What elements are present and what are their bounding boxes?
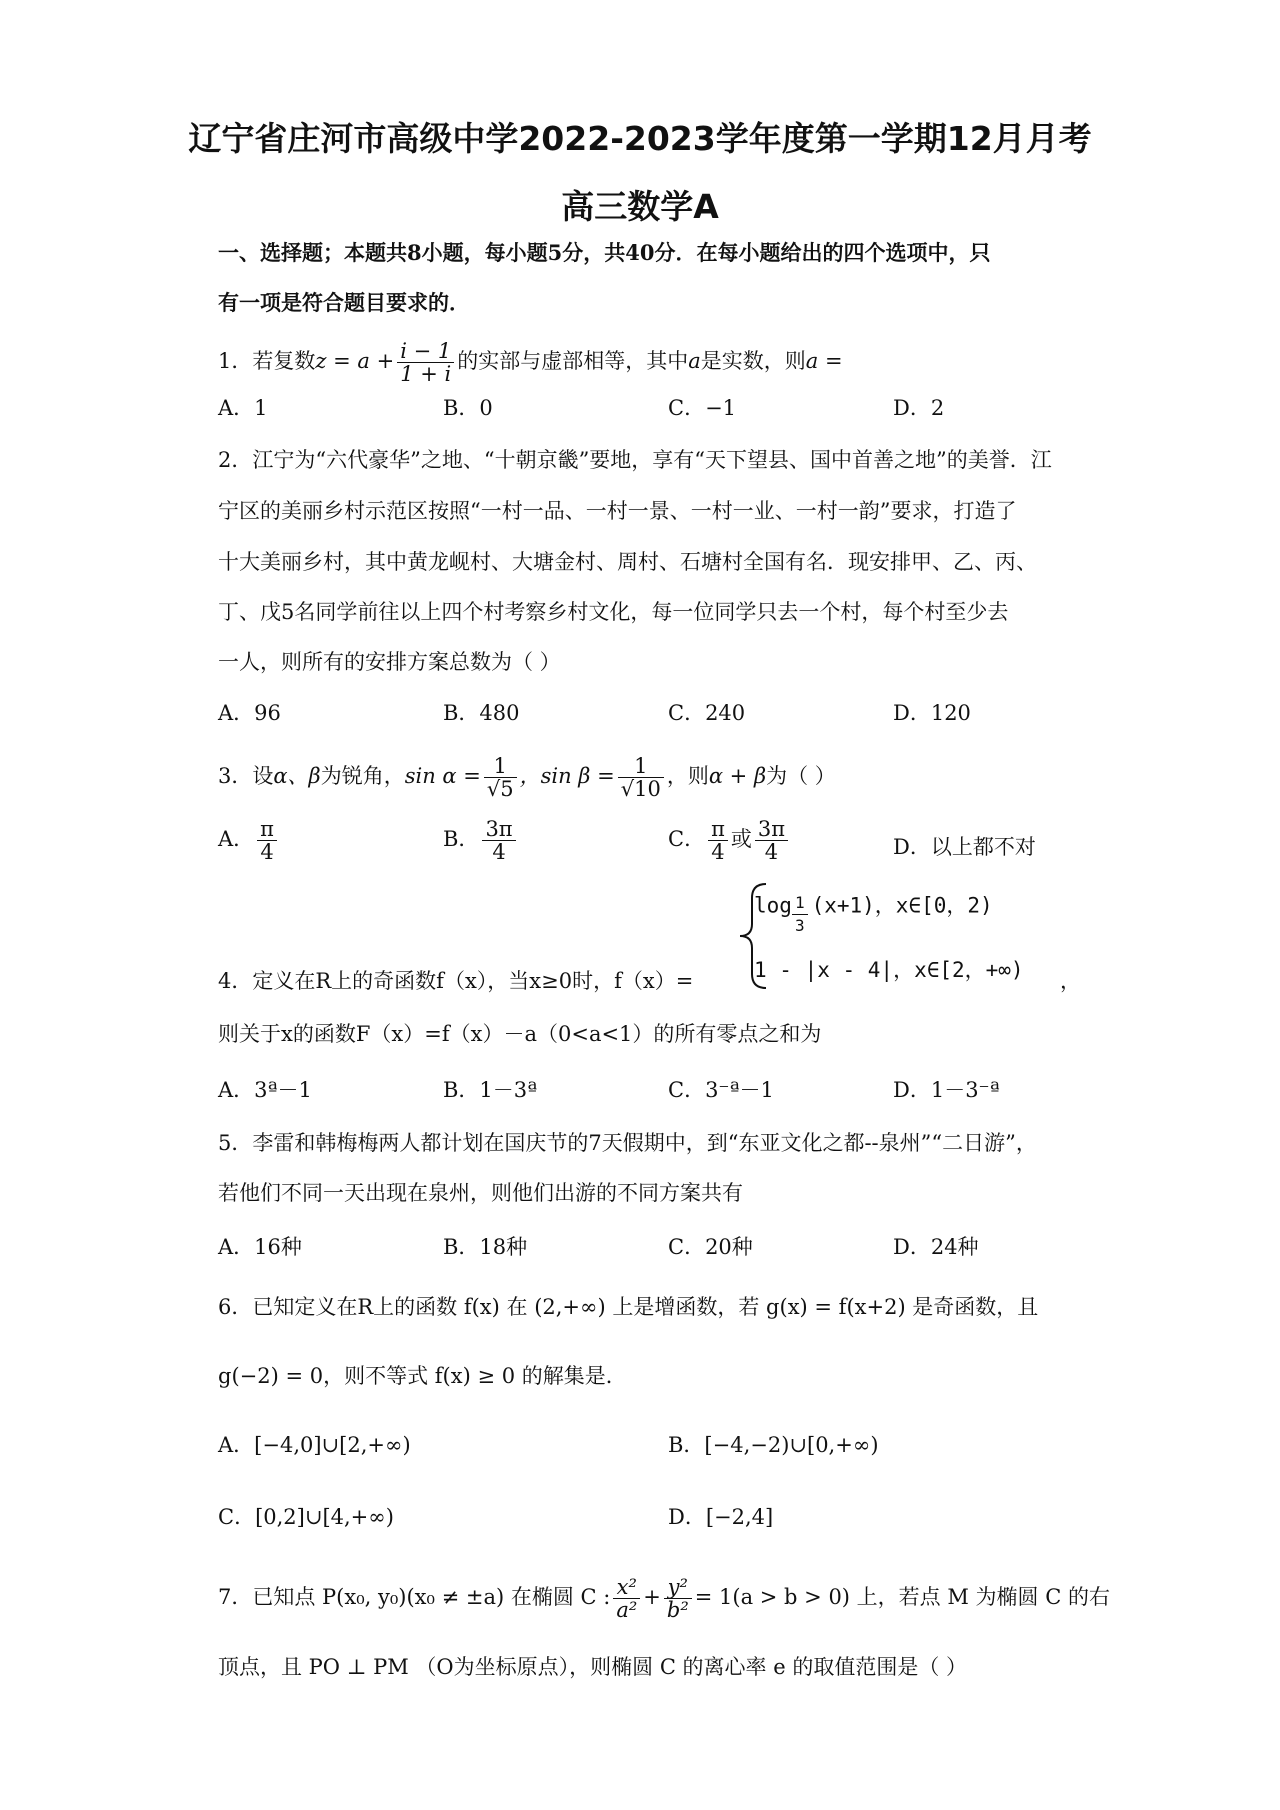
q3-option-c-frac1: [708, 818, 728, 863]
q3-option-c-frac2: [755, 818, 788, 863]
q4-log-base-den: 3: [794, 916, 805, 935]
q3-sum: α + β: [708, 764, 767, 788]
q3-b-num: 3π: [482, 818, 515, 841]
q2-line-2: 宁区的美丽乡村示范区按照“一村一品、一村一景、一村一业、一村一韵”要求，打造了: [218, 499, 1017, 523]
q3-end: 为（ ）: [766, 764, 836, 788]
q2-option-b: B．480: [443, 701, 520, 725]
q3-frac-1: [484, 755, 517, 800]
q4-case1-log: log: [754, 893, 792, 918]
q3-angles: α、β: [273, 764, 321, 788]
q3-option-c-or: 或: [730, 827, 752, 851]
q7-post: = 1(a > b > 0) 上，若点 M 为椭圆 C 的右: [694, 1585, 1110, 1609]
q2-line-4: 丁、戊5名同学前往以上四个村考察乡村文化，每一位同学只去一个村，每个村至少去: [218, 600, 1009, 624]
q3-a-den: 4: [260, 840, 274, 864]
q6-option-d: D．[−2,4]: [668, 1505, 774, 1529]
q3-c2-den: 4: [764, 840, 779, 864]
q1-fraction: [397, 340, 454, 385]
q3-a-num: π: [257, 818, 277, 841]
q6-line-1: 6．已知定义在R上的函数 f(x) 在 (2,+∞) 上是增函数，若 g(x) = f(x+2) 是奇函数，且: [218, 1295, 1039, 1319]
q2-line-3: 十大美丽乡村，其中黄龙岘村、大塘金村、周村、石塘村全国有名．现安排甲、乙、丙、: [218, 550, 1037, 574]
q3-frac1-num: 1: [484, 755, 517, 778]
q4-line-2: 则关于x的函数F（x）=f（x）－a（0<a<1）的所有零点之和为: [218, 1022, 822, 1046]
q6-option-c: C．[0,2]∪[4,+∞): [218, 1505, 394, 1529]
q1-denominator: 1 + i: [400, 362, 452, 386]
question-7: [218, 1575, 1110, 1622]
q4-option-c: C．3⁻ª－1: [668, 1078, 774, 1102]
q4-comma: ，: [1060, 969, 1081, 993]
q7-frac-y-num: y²: [664, 1576, 692, 1599]
q1-option-b: B．0: [443, 396, 493, 420]
q3-option-a: [218, 818, 280, 863]
q2-line-5: 一人，则所有的安排方案总数为（ ）: [218, 650, 561, 674]
q7-frac-x-den: a²: [616, 1598, 638, 1622]
exam-title: 辽宁省庄河市高级中学2022-2023学年度第一学期12月月考: [188, 119, 1092, 158]
q2-option-d: D．120: [893, 701, 971, 725]
q3-c2-num: 3π: [755, 818, 788, 841]
q3-option-a-frac: [257, 818, 277, 863]
q3-b-den: 4: [492, 840, 506, 864]
q6-option-b: B．[−4,−2)∪[0,+∞): [668, 1433, 879, 1457]
section-heading-line1: 一、选择题；本题共8小题，每小题5分，共40分．在每小题给出的四个选项中，只: [218, 240, 991, 265]
q2-option-a: A．96: [218, 701, 281, 725]
q4-case-2: 1 - |x - 4|，x∈[2，+∞): [754, 958, 1024, 982]
q3-c1-num: π: [708, 818, 728, 841]
q6-line-2: g(−2) = 0，则不等式 f(x) ≥ 0 的解集是．: [218, 1364, 627, 1388]
q3-frac-2: [618, 755, 664, 800]
q3-frac2-num: 1: [618, 755, 664, 778]
q6-option-a: A．[−4,0]∪[2,+∞): [218, 1433, 411, 1457]
q3-option-b-frac: [482, 818, 515, 863]
q4-case1-rest: (x+1)，x∈[0，2): [811, 893, 993, 918]
q7-frac-x: [613, 1576, 640, 1621]
q5-option-b: B．18种: [443, 1235, 528, 1259]
q3-frac2-den: √10: [620, 777, 661, 801]
q5-line-1: 5．李雷和韩梅梅两人都计划在国庆节的7天假期中，到“东亚文化之都--泉州”“二日游”，: [218, 1131, 1037, 1155]
q3-pre: 3．设: [218, 764, 274, 788]
q3-option-c: [668, 818, 791, 863]
q4-option-b: B．1－3ª: [443, 1078, 538, 1102]
q4-line-1: 4．定义在R上的奇函数f（x），当x≥0时，f（x）=: [218, 969, 694, 993]
q1-numerator: i − 1: [397, 340, 454, 363]
q4-option-d: D．1－3⁻ª: [893, 1078, 1000, 1102]
question-3: [218, 755, 1078, 800]
q7-frac-y-den: b²: [666, 1598, 689, 1622]
q3-post: ，则: [666, 764, 709, 788]
q3-c1-den: 4: [711, 840, 725, 864]
q3-frac1-den: √5: [486, 777, 514, 801]
q3-sinb: ，sin β =: [519, 764, 615, 788]
q3-option-c-label: C．: [668, 827, 706, 851]
q5-option-a: A．16种: [218, 1235, 302, 1259]
q3-sina: sin α =: [404, 764, 481, 788]
q3-mid: 为锐角，: [320, 764, 405, 788]
q3-option-b-label: B．: [443, 827, 480, 851]
q4-case-1: [754, 884, 993, 935]
section-heading-line2: 有一项是符合题目要求的．: [218, 290, 470, 315]
q1-z: z = a +: [315, 349, 395, 373]
q5-line-2: 若他们不同一天出现在泉州，则他们出游的不同方案共有: [218, 1181, 743, 1205]
q3-option-b: [443, 818, 519, 863]
q1-end: a =: [805, 349, 843, 373]
q7-plus: +: [643, 1585, 661, 1609]
q3-option-d: D．以上都不对: [893, 835, 1036, 859]
q7-pre: 7．已知点 P(x₀, y₀)(x₀ ≠ ±a) 在椭圆 C :: [218, 1585, 611, 1609]
q2-line-1: 2．江宁为“六代豪华”之地、“十朝京畿”要地，享有“天下望县、国中首善之地”的美誉．江: [218, 448, 1052, 472]
q1-option-a: A．1: [218, 396, 268, 420]
q1-a: a: [688, 349, 701, 373]
q4-log-base: [792, 892, 808, 937]
question-1: [218, 340, 1078, 385]
q2-option-c: C．240: [668, 701, 746, 725]
exam-subtitle: 高三数学A: [561, 187, 719, 226]
q7-frac-x-num: x²: [613, 1576, 640, 1599]
q4-option-a: A．3ª－1: [218, 1078, 312, 1102]
q1-post: 的实部与虚部相等，其中: [457, 349, 689, 373]
q1-pre: 1．若复数: [218, 349, 316, 373]
q5-option-d: D．24种: [893, 1235, 979, 1259]
q3-option-a-label: A．: [218, 827, 255, 851]
q4-log-base-num: 1: [792, 892, 808, 915]
q7-frac-y: [664, 1576, 692, 1621]
q1-option-c: C．−1: [668, 396, 737, 420]
q5-option-c: C．20种: [668, 1235, 753, 1259]
q7-line-2: 顶点，且 PO ⊥ PM （O为坐标原点），则椭圆 C 的离心率 e 的取值范围是（ ）: [218, 1655, 968, 1679]
q1-option-d: D．2: [893, 396, 945, 420]
q1-mid: 是实数，则: [700, 349, 806, 373]
